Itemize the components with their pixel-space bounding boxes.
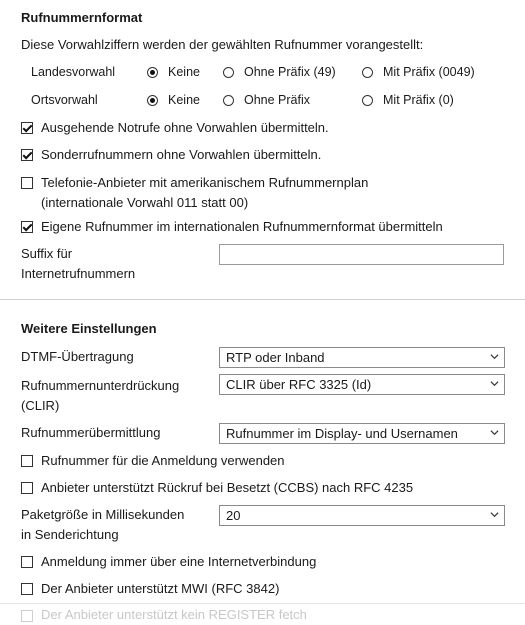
rufnummeruebermittlung-select-value: Rufnummer im Display- und Usernamen — [226, 426, 458, 441]
clir-label: Rufnummernunterdrückung — [21, 378, 180, 393]
option-label: Keine — [168, 93, 200, 107]
radio-icon[interactable] — [147, 67, 158, 78]
notrufe-checkbox[interactable] — [21, 122, 33, 134]
chevron-down-icon — [490, 428, 499, 437]
chevron-down-icon — [490, 352, 499, 361]
chevron-down-icon — [490, 510, 499, 519]
paketgroesse-select[interactable] — [219, 505, 505, 526]
landesvorwahl-option-mit-praefix[interactable] — [362, 62, 475, 82]
landesvorwahl-label: Landesvorwahl — [31, 65, 116, 79]
dtmf-label: DTMF-Übertragung — [21, 349, 134, 364]
bottom-divider — [0, 603, 525, 604]
internetverbindung-label: Anmeldung immer über eine Internetverbindung — [41, 554, 317, 569]
radio-icon[interactable] — [223, 67, 234, 78]
clir-select-value: CLIR über RFC 3325 (Id) — [226, 377, 372, 392]
register-fetch-checkbox[interactable] — [21, 610, 33, 622]
sonderrufnummern-label: Sonderrufnummern ohne Vorwahlen übermitteln. — [41, 147, 322, 162]
radio-icon[interactable] — [362, 67, 373, 78]
mwi-label: Der Anbieter unterstützt MWI (RFC 3842) — [41, 581, 280, 596]
paketgroesse-select-value: 20 — [226, 508, 241, 523]
section-title-rufnummernformat: Rufnummernformat — [21, 10, 143, 25]
landesvorwahl-option-keine[interactable] — [147, 62, 200, 82]
dtmf-select-value: RTP oder Inband — [226, 350, 325, 365]
dtmf-select[interactable] — [219, 347, 505, 368]
amerikanisch-checkbox[interactable] — [21, 177, 33, 189]
section-title-weitere-einstellungen: Weitere Einstellungen — [21, 321, 157, 336]
ortsvorwahl-label: Ortsvorwahl — [31, 93, 98, 107]
intro-text: Diese Vorwahlziffern werden der gewählten Rufnummer vorangestellt: — [21, 37, 424, 52]
landesvorwahl-option-ohne-praefix[interactable] — [223, 62, 336, 82]
notrufe-label: Ausgehende Notrufe ohne Vorwahlen übermitteln. — [41, 120, 329, 135]
suffix-label-line2: Internetrufnummern — [21, 266, 136, 281]
suffix-input[interactable] — [219, 244, 504, 265]
eigene-rufnummer-checkbox[interactable] — [21, 221, 33, 233]
paketgroesse-label: Paketgröße in Millisekunden — [21, 507, 185, 522]
option-label: Keine — [168, 65, 200, 79]
option-label: Ohne Präfix (49) — [244, 65, 336, 79]
radio-icon[interactable] — [362, 95, 373, 106]
ortsvorwahl-option-ohne-praefix[interactable] — [223, 90, 310, 110]
eigene-rufnummer-label: Eigene Rufnummer im internationalen Rufnummernformat übermitteln — [41, 219, 443, 234]
ccbs-checkbox[interactable] — [21, 482, 33, 494]
option-label: Mit Präfix (0049) — [383, 65, 475, 79]
anmeldung-checkbox[interactable] — [21, 455, 33, 467]
ortsvorwahl-option-keine[interactable] — [147, 90, 200, 110]
section-divider — [0, 299, 525, 300]
sonderrufnummern-checkbox[interactable] — [21, 149, 33, 161]
rufnummeruebermittlung-select[interactable] — [219, 423, 505, 444]
amerikanisch-label: Telefonie-Anbieter mit amerikanischem Rufnummernplan — [41, 175, 369, 190]
clir-select[interactable] — [219, 374, 505, 395]
chevron-down-icon — [490, 379, 499, 388]
ortsvorwahl-option-mit-praefix[interactable] — [362, 90, 454, 110]
option-label: Ohne Präfix — [244, 93, 311, 107]
radio-icon[interactable] — [147, 95, 158, 106]
rufnummeruebermittlung-label: Rufnummerübermittlung — [21, 425, 161, 440]
option-label: Mit Präfix (0) — [383, 93, 454, 107]
amerikanisch-label-line2: (internationale Vorwahl 011 statt 00) — [41, 195, 249, 210]
mwi-checkbox[interactable] — [21, 583, 33, 595]
register-fetch-label: Der Anbieter unterstützt kein REGISTER fetch — [41, 607, 307, 622]
anmeldung-label: Rufnummer für die Anmeldung verwenden — [41, 453, 285, 468]
clir-label-line2: (CLIR) — [21, 398, 60, 413]
paketgroesse-label-line2: in Senderichtung — [21, 527, 119, 542]
internetverbindung-checkbox[interactable] — [21, 556, 33, 568]
ccbs-label: Anbieter unterstützt Rückruf bei Besetzt (CCBS) nach RFC 4235 — [41, 480, 414, 495]
radio-icon[interactable] — [223, 95, 234, 106]
suffix-label: Suffix für — [21, 246, 73, 261]
